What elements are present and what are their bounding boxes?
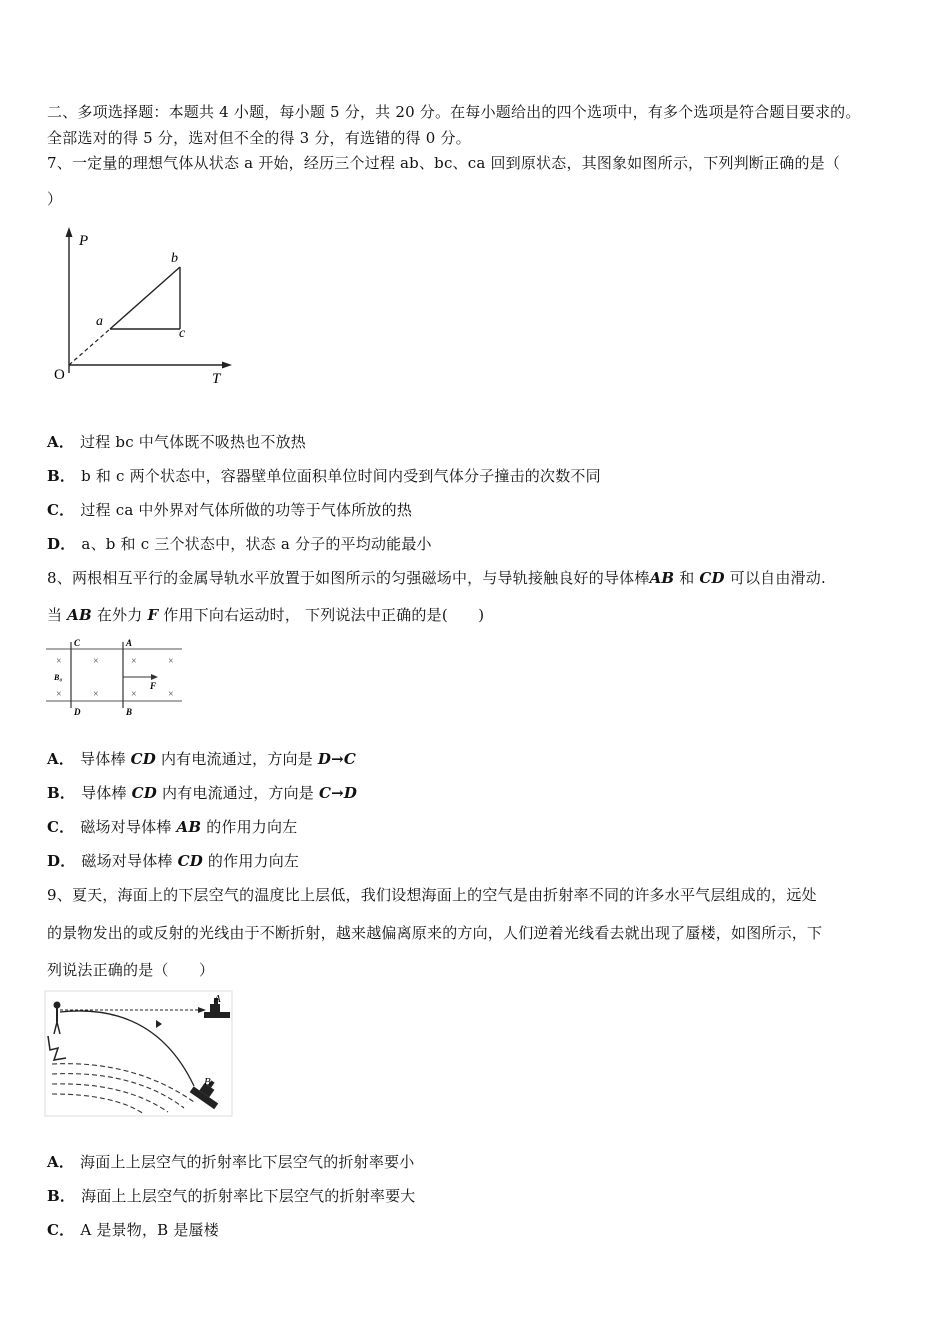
q9-option-c-text: A 是景物，B 是蜃楼 bbox=[80, 1221, 219, 1239]
q8-option-c-label: C． bbox=[47, 818, 75, 836]
q9-option-a bbox=[47, 1152, 414, 1172]
q8-option-a-label: A． bbox=[47, 750, 75, 768]
cross-icon: × bbox=[131, 689, 137, 700]
q8-option-d-text: 的作用力向左 bbox=[202, 852, 300, 870]
q8-stem-ab: AB bbox=[67, 606, 92, 624]
q8-option-d bbox=[47, 851, 299, 871]
q8-option-a-text: 导体棒 bbox=[80, 750, 131, 768]
q8-stem-f: F bbox=[147, 606, 159, 624]
q8-label-d: D bbox=[74, 707, 81, 717]
q7-axis-t-label: T bbox=[212, 371, 221, 387]
q9-stem-line-1: 9、夏天，海面上的下层空气的温度比上层低，我们设想海面上的空气是由折射率不同的许多水平气层组成的，远处 bbox=[47, 886, 817, 904]
q7-option-b-text: b 和 c 两个状态中，容器壁单位面积单位时间内受到气体分子撞击的次数不同 bbox=[81, 467, 601, 485]
q7-option-d-text: a、b 和 c 三个状态中，状态 a 分子的平均动能最小 bbox=[81, 535, 432, 553]
q8-label-c: C bbox=[74, 638, 81, 648]
q8-stem-part: 在外力 bbox=[91, 606, 148, 624]
q8-field-crosses bbox=[56, 656, 174, 700]
q8-stem-part: 8、两根相互平行的金属导轨水平放置于如图所示的匀强磁场中，与导轨接触良好的导体棒 bbox=[47, 569, 650, 587]
q9-label-b: B bbox=[204, 1076, 211, 1088]
q8-option-b-rod: CD bbox=[131, 784, 158, 802]
q8-option-d-text: 磁场对导体棒 bbox=[81, 852, 178, 870]
q7-point-c-label: c bbox=[179, 326, 186, 341]
q9-label-a: A bbox=[214, 993, 221, 1005]
q7-axis-p-label: P bbox=[79, 233, 89, 249]
q8-option-a-text: 内有电流通过，方向是 bbox=[155, 750, 318, 768]
q8-option-c bbox=[47, 817, 297, 837]
cross-icon: × bbox=[56, 689, 62, 700]
cross-icon: × bbox=[93, 689, 99, 700]
q7-option-a-label: A． bbox=[47, 433, 75, 451]
q8-stem-line-2 bbox=[47, 605, 484, 625]
q8-option-b-direction: C→D bbox=[318, 784, 358, 802]
q8-option-d-rod: CD bbox=[177, 852, 203, 870]
q8-option-c-text: 磁场对导体棒 bbox=[80, 818, 177, 836]
q9-mirage-figure bbox=[44, 990, 234, 1118]
q8-option-b-text: 导体棒 bbox=[81, 784, 132, 802]
q9-stem-line-2: 的景物发出的或反射的光线由于不断折射，越来越偏离原来的方向，人们逆着光线看去就出现了蜃楼，如图所示，下 bbox=[47, 924, 823, 942]
q7-option-b-label: B． bbox=[47, 467, 76, 485]
q7-stem-line-1: 7、一定量的理想气体从状态 a 开始，经历三个过程 ab、bc、ca 回到原状态，其图象如图所示，下列判断正确的是（ bbox=[47, 154, 841, 172]
q9-option-c bbox=[47, 1220, 219, 1240]
q8-stem-cd: CD bbox=[699, 569, 725, 587]
q7-origin-label: O bbox=[54, 367, 65, 383]
q8-label-b: B bbox=[126, 707, 133, 717]
q8-option-b-label: B． bbox=[47, 784, 76, 802]
section-heading-line-1: 二、多项选择题：本题共 4 小题，每小题 5 分，共 20 分。在每小题给出的四个选项中，有多个选项是符合题目要求的。 bbox=[47, 103, 861, 121]
q7-option-c-label: C． bbox=[47, 501, 75, 519]
q8-rails-figure bbox=[46, 636, 184, 718]
q8-label-a: A bbox=[126, 638, 133, 648]
q8-label-b0: B₀ bbox=[54, 673, 63, 682]
q8-stem-part: 当 bbox=[47, 606, 68, 624]
q7-option-a bbox=[47, 432, 306, 452]
cross-icon: × bbox=[93, 656, 99, 667]
q8-stem-part: 和 bbox=[674, 569, 700, 587]
q7-pt-graph bbox=[50, 225, 240, 390]
q7-stem-line-2: ） bbox=[47, 190, 63, 208]
section-heading-line-2: 全部选对的得 5 分，选对但不全的得 3 分，有选错的得 0 分。 bbox=[47, 129, 471, 147]
cross-icon: × bbox=[168, 689, 174, 700]
q7-option-a-text: 过程 bc 中气体既不吸热也不放热 bbox=[80, 433, 306, 451]
q8-option-a bbox=[47, 749, 356, 769]
q8-option-a-direction: D→C bbox=[317, 750, 357, 768]
q8-option-b-text: 内有电流通过，方向是 bbox=[157, 784, 319, 802]
q8-option-c-rod: AB bbox=[176, 818, 202, 836]
q8-label-f: F bbox=[150, 681, 157, 691]
cross-icon: × bbox=[168, 656, 174, 667]
q8-stem-line-1 bbox=[47, 568, 826, 588]
q9-option-b-text: 海面上上层空气的折射率比下层空气的折射率要大 bbox=[81, 1187, 416, 1205]
q9-option-a-label: A． bbox=[47, 1153, 75, 1171]
q8-stem-part: 作用下向右运动时， 下列说法中正确的是( ) bbox=[158, 606, 485, 624]
cross-icon: × bbox=[56, 656, 62, 667]
q8-stem-part: 可以自由滑动. bbox=[724, 569, 826, 587]
q9-option-b bbox=[47, 1186, 416, 1206]
q8-stem-ab: AB bbox=[649, 569, 675, 587]
q7-point-a-label: a bbox=[96, 314, 103, 329]
q8-option-a-rod: CD bbox=[130, 750, 156, 768]
q9-option-c-label: C． bbox=[47, 1221, 75, 1239]
q8-option-d-label: D． bbox=[47, 852, 76, 870]
q7-option-c-text: 过程 ca 中外界对气体所做的功等于气体所放的热 bbox=[80, 501, 413, 519]
q7-option-d-label: D． bbox=[47, 535, 76, 553]
q8-option-b bbox=[47, 783, 357, 803]
q9-option-b-label: B． bbox=[47, 1187, 76, 1205]
q9-option-a-text: 海面上上层空气的折射率比下层空气的折射率要小 bbox=[80, 1153, 415, 1171]
q7-option-c bbox=[47, 500, 412, 520]
q7-point-b-label: b bbox=[171, 251, 178, 266]
cross-icon: × bbox=[131, 656, 137, 667]
q9-stem-line-3: 列说法正确的是（ ） bbox=[47, 961, 215, 979]
q8-option-c-text: 的作用力向左 bbox=[201, 818, 298, 836]
q7-option-d bbox=[47, 534, 432, 554]
q7-option-b bbox=[47, 466, 601, 486]
